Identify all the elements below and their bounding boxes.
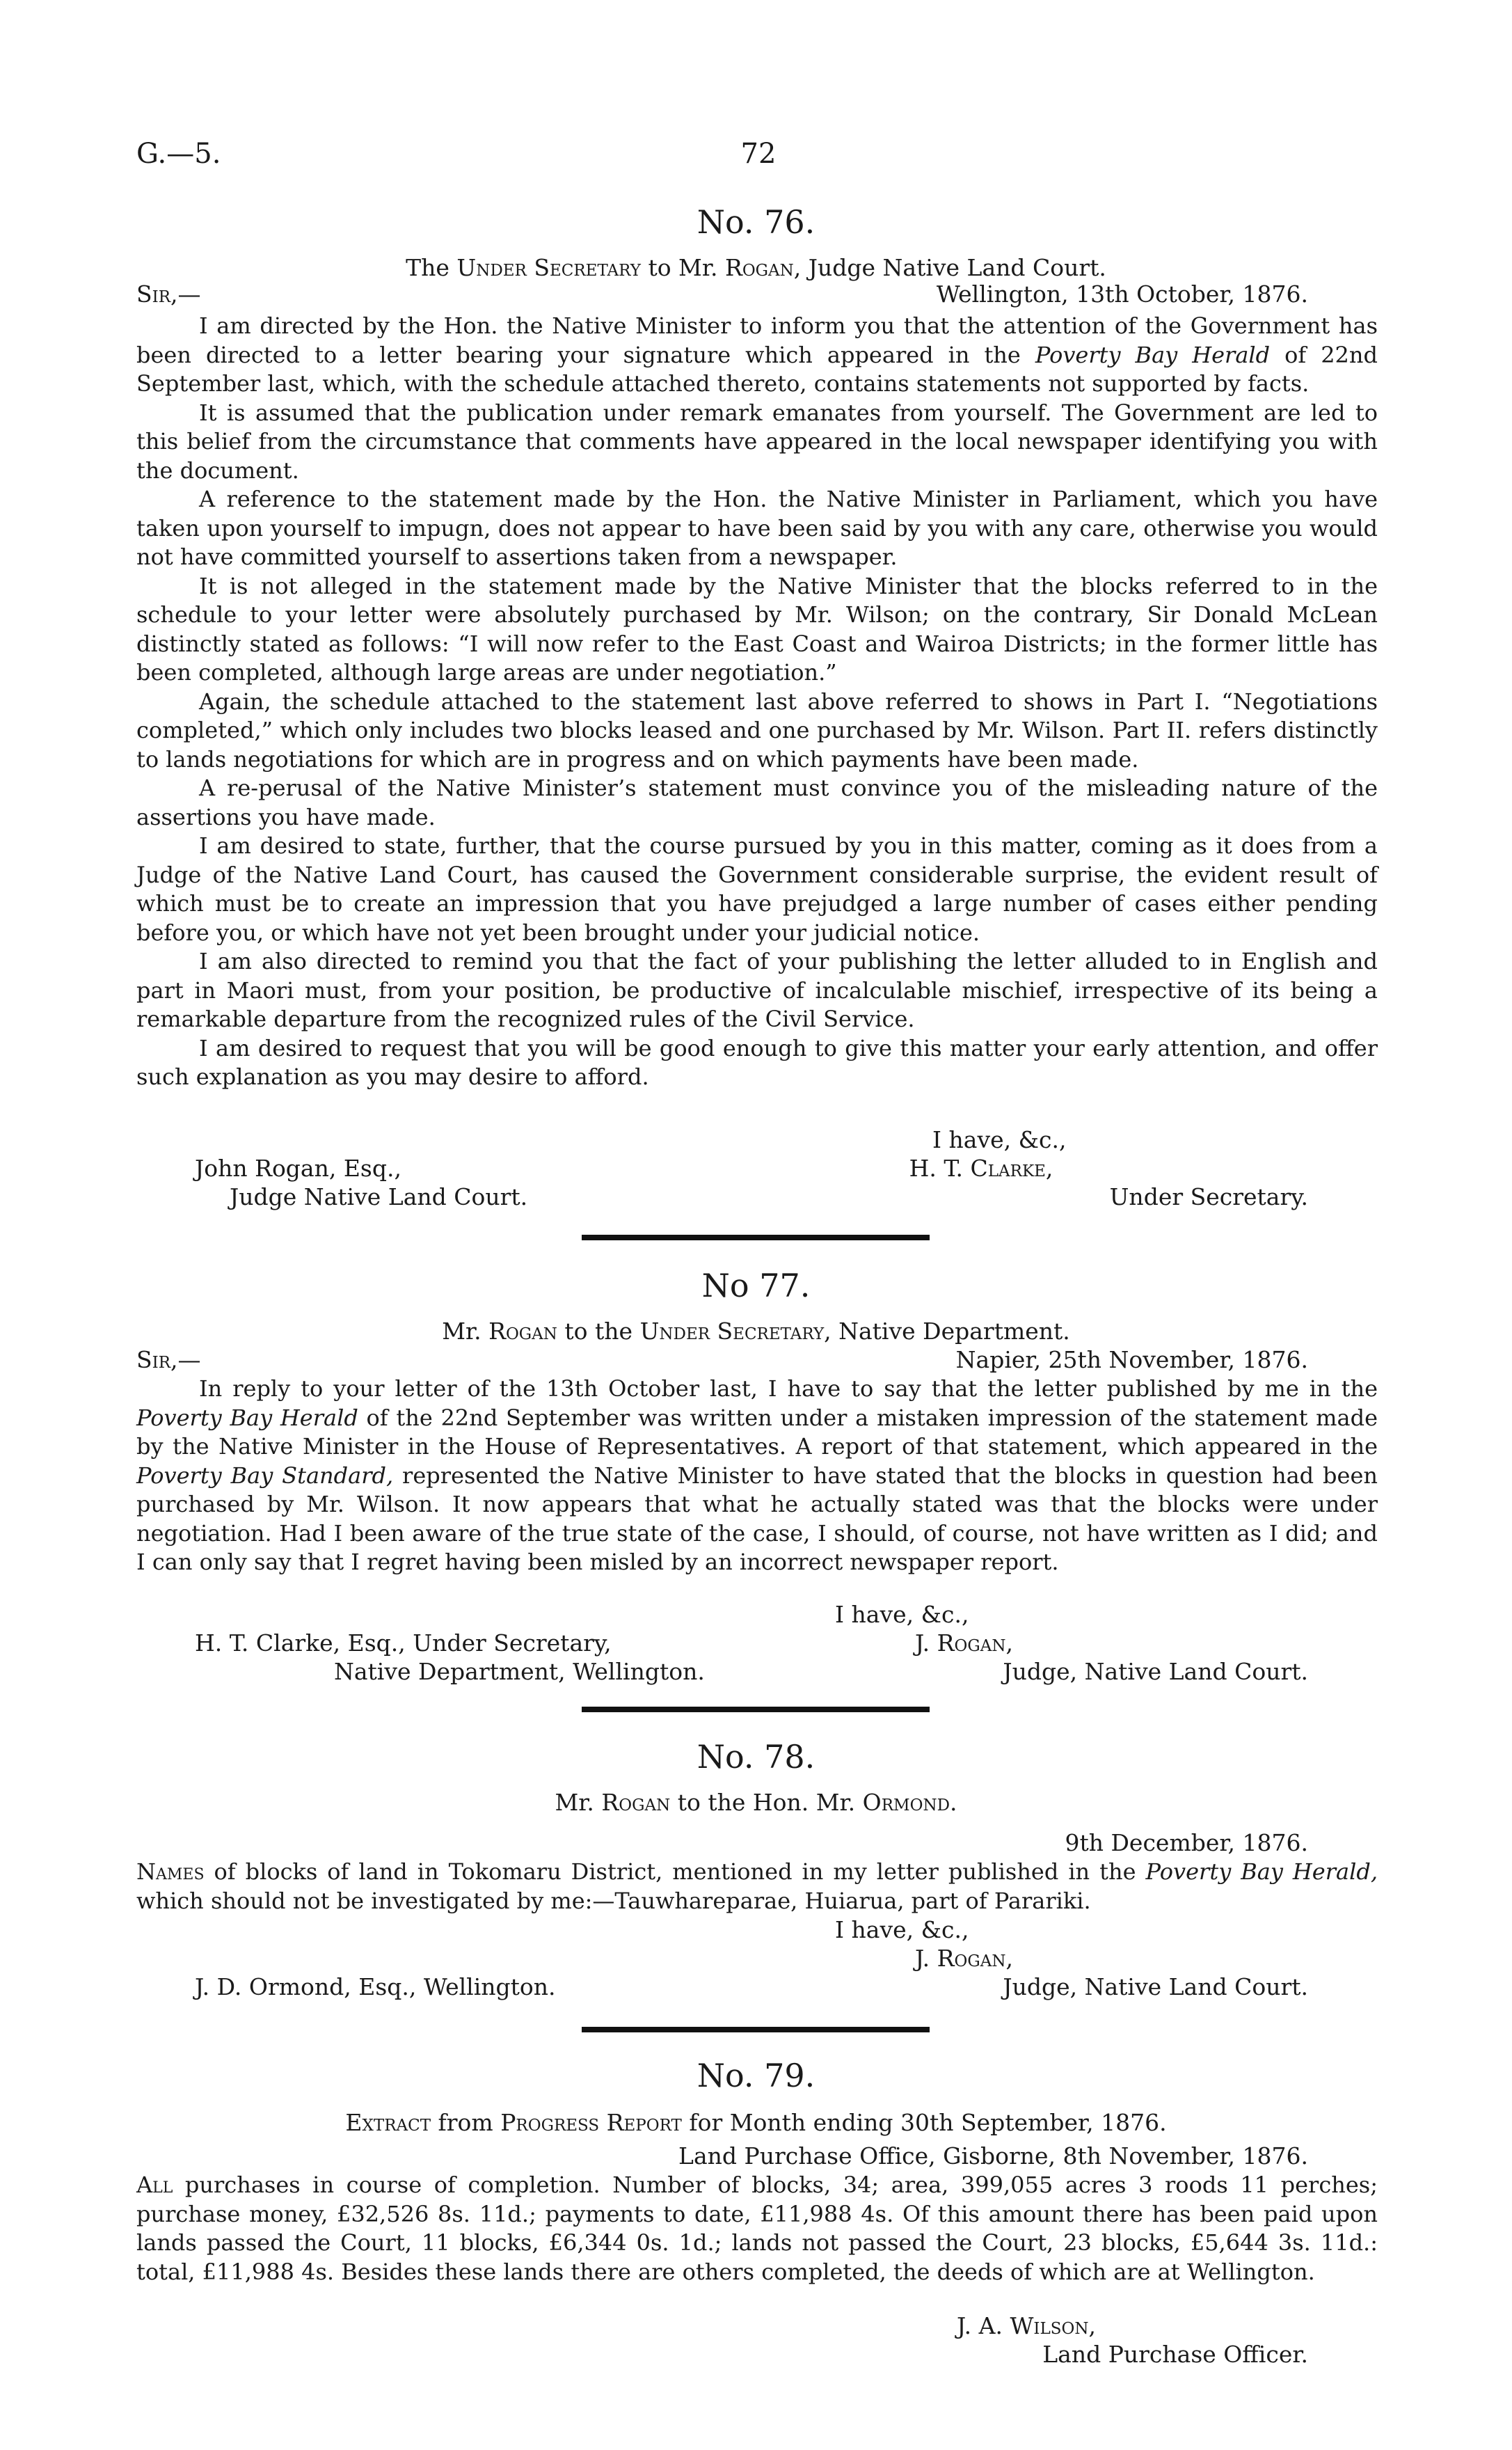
letter-76-paragraph: A re-perusal of the Native Minister’s statement must convince you of the misleading nature of the assertions you have made. bbox=[136, 775, 1378, 830]
letter-77-addressee-line2: Native Department, Wellington. bbox=[334, 1658, 705, 1685]
letter-76-paragraph: A reference to the statement made by the Hon. the Native Minister in Parliament, which you have taken upon yourself to impugn, does not appear to have been said by you with any care, otherwise you would not have committed yourself to assertions taken from a newspaper. bbox=[136, 486, 1378, 570]
letter-78-date: 9th December, 1876. bbox=[1065, 1829, 1308, 1856]
letter-78-paragraph: Names of blocks of land in Tokomaru District, mentioned in my letter published in the Poverty Bay Herald, which should not be investigated by me:—Tauwhareparae, Huiarua, part of Parariki. bbox=[136, 1858, 1378, 1914]
letter-76-body bbox=[136, 312, 1378, 1092]
letter-77-signer-title: Judge, Native Land Court. bbox=[1003, 1658, 1308, 1685]
document-series: G.—5. bbox=[136, 138, 221, 170]
letter-77-number: No 77. bbox=[701, 1267, 811, 1304]
letter-77-heading: Mr. Rogan to the Under Secretary, Native Department. bbox=[442, 1318, 1070, 1345]
letter-76-heading: The Under Secretary to Mr. Rogan, Judge Native Land Court. bbox=[406, 254, 1106, 281]
page-number: 72 bbox=[740, 138, 777, 170]
letter-76-paragraph: It is not alleged in the statement made by the Native Minister that the blocks referred to in the schedule to your letter were absolutely purchased by Mr. Wilson; on the contrary, Sir Donald McLean distinctly stated as follows: “I will now refer to the East Coast and Wairoa Districts; in the former little has been completed, although large areas are under negotiation.” bbox=[136, 572, 1378, 686]
letter-79-number: No. 79. bbox=[697, 2057, 815, 2094]
letter-76-addressee: John Rogan, Esq., bbox=[195, 1155, 401, 1182]
letter-79-place-date: Land Purchase Office, Gisborne, 8th November, 1876. bbox=[678, 2142, 1308, 2170]
letter-77-closing: I have, &c., bbox=[835, 1601, 969, 1628]
letter-77-place-date: Napier, 25th November, 1876. bbox=[955, 1346, 1308, 1373]
letter-76-signature: H. T. Clarke, bbox=[909, 1155, 1053, 1182]
letter-76-addressee-line2: Judge Native Land Court. bbox=[230, 1183, 528, 1210]
letter-76-number: No. 76. bbox=[697, 203, 815, 241]
letter-78-signer-title: Judge, Native Land Court. bbox=[1003, 1973, 1308, 2000]
letter-77-salutation: Sir,— bbox=[136, 1346, 201, 1373]
section-divider bbox=[582, 1707, 930, 1712]
letter-78-heading: Mr. Rogan to the Hon. Mr. Ormond. bbox=[555, 1789, 957, 1816]
letter-76-paragraph: Again, the schedule attached to the statement last above referred to shows in Part I. “Negotiations completed,” which only includes two blocks leased and one purchased by Mr. Wilson. Part II. refers distinctly to lands negotiations for which are in progress and on which payments have been made. bbox=[136, 688, 1378, 773]
letter-76-paragraph: I am directed by the Hon. the Native Minister to inform you that the attention of the Government has been directed to a letter bearing your signature which appeared in the Poverty Bay Herald of 22nd September last, which, with the schedule attached thereto, contains statements not supported by facts. bbox=[136, 313, 1378, 397]
letter-79-heading: Extract from Progress Report for Month ending 30th September, 1876. bbox=[345, 2109, 1167, 2136]
letter-79-paragraph: All purchases in course of completion. Number of blocks, 34; area, 399,055 acres 3 roods 11 perches; purchase money, £32,526 8s. 11d.; payments to date, £11,988 4s. Of this amount there has been paid upon lands passed the Court, 11 blocks, £6,344 0s. 1d.; lands not passed the Court, 23 blocks, £5,644 3s. 11d.: total, £11,988 4s. Besides these lands there are others completed, the deeds of which are at Wellington. bbox=[136, 2172, 1378, 2285]
letter-76-signer-title: Under Secretary. bbox=[1109, 1183, 1308, 1210]
letter-79-signer-title: Land Purchase Officer. bbox=[1042, 2341, 1308, 2368]
letter-78-addressee: J. D. Ormond, Esq., Wellington. bbox=[195, 1973, 556, 2000]
letter-76-paragraph: I am also directed to remind you that the fact of your publishing the letter alluded to in English and part in Maori must, from your position, be productive of incalculable mischief, irrespective of its being a remarkable departure from the recognized rules of the Civil Service. bbox=[136, 948, 1378, 1032]
letter-79-signature: J. A. Wilson, bbox=[957, 2312, 1096, 2339]
section-divider bbox=[582, 2027, 930, 2032]
letter-77-addressee: H. T. Clarke, Esq., Under Secretary, bbox=[195, 1629, 612, 1657]
letter-76-paragraph: I am desired to request that you will be good enough to give this matter your early attention, and offer such explanation as you may desire to afford. bbox=[136, 1034, 1378, 1090]
letter-78-body bbox=[136, 1858, 1378, 1915]
letter-76-closing: I have, &c., bbox=[932, 1126, 1067, 1153]
letter-77-body bbox=[136, 1375, 1378, 1577]
letter-79-body bbox=[136, 2171, 1378, 2286]
letter-76-place-date: Wellington, 13th October, 1876. bbox=[936, 280, 1308, 308]
letter-77-paragraph: In reply to your letter of the 13th October last, I have to say that the letter published by me in the Poverty Bay Herald of the 22nd September was written under a mistaken impression of the statement made by the Native Minister in the House of Representatives. A report of that statement, which appeared in the Poverty Bay Standard, represented the Native Minister to have stated that the blocks in question had been purchased by Mr. Wilson. It now appears that what he actually stated was that the blocks were under negotiation. Had I been aware of the true state of the case, I should, of course, not have written as I did; and I can only say that I regret having been misled by an incorrect newspaper report. bbox=[136, 1375, 1378, 1575]
letter-76-salutation: Sir,— bbox=[136, 280, 201, 308]
section-divider bbox=[582, 1235, 930, 1240]
letter-76-paragraph: It is assumed that the publication under remark emanates from yourself. The Government are led to this belief from the circumstance that comments have appeared in the local newspaper identifying you with the document. bbox=[136, 399, 1378, 484]
letter-76-paragraph: I am desired to state, further, that the course pursued by you in this matter, coming as it does from a Judge of the Native Land Court, has caused the Government considerable surprise, the evident result of which must be to create an impression that you have prejudged a large number of cases either pending before you, or which have not yet been brought under your judicial notice. bbox=[136, 832, 1378, 946]
letter-78-number: No. 78. bbox=[697, 1738, 815, 1776]
letter-78-signature: J. Rogan, bbox=[915, 1945, 1013, 1972]
letter-77-signature: J. Rogan, bbox=[915, 1629, 1013, 1657]
letter-78-closing: I have, &c., bbox=[835, 1916, 969, 1943]
